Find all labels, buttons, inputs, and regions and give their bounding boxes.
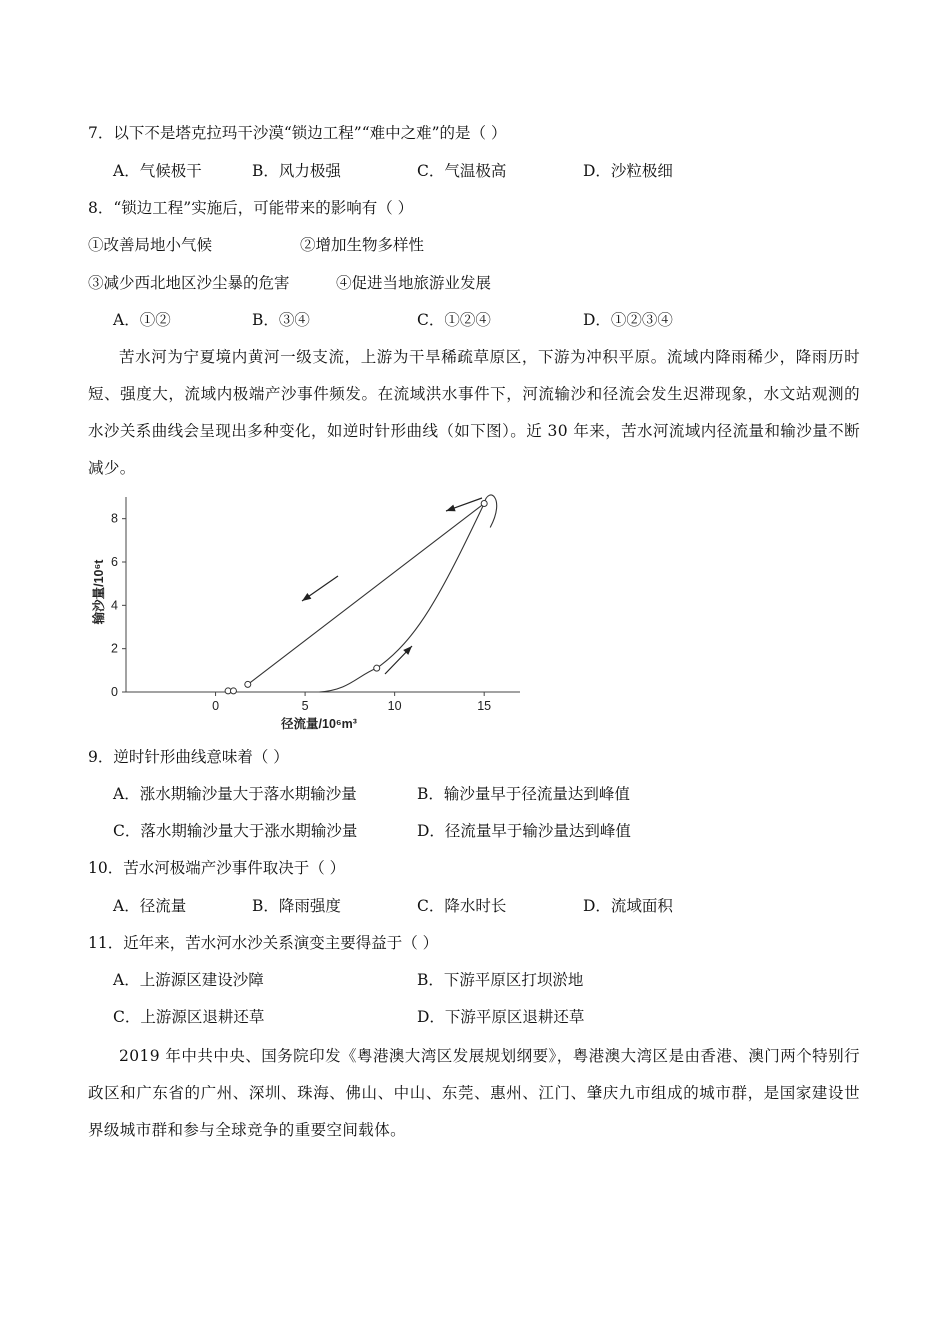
chart-y-tick-label: 4 bbox=[111, 598, 118, 613]
chart-x-tick-label: 5 bbox=[301, 699, 309, 713]
q8-item-4: ④促进当地旅游业发展 bbox=[336, 274, 492, 292]
q7-option-a: A．气候极干 bbox=[113, 162, 202, 180]
chart-point bbox=[374, 665, 380, 671]
q7-stem: 7．以下不是塔克拉玛干沙漠“锁边工程”“难中之难”的是（ ） bbox=[88, 124, 507, 142]
chart-arrow-peak-head bbox=[446, 505, 456, 512]
chart-x-tick-label: 15 bbox=[477, 699, 492, 713]
q10-option-a: A．径流量 bbox=[113, 897, 187, 915]
chart-peak-hook bbox=[484, 495, 497, 527]
q9-option-b: B．输沙量早于径流量达到峰值 bbox=[417, 785, 630, 803]
q11-option-c: C．上游源区退耕还草 bbox=[113, 1008, 265, 1026]
chart-arrow-falling-head bbox=[302, 593, 311, 601]
q8-item-1: ①改善局地小气候 bbox=[88, 236, 213, 254]
q11-option-d: D．下游平原区退耕还草 bbox=[417, 1008, 585, 1026]
q7-option-b: B．风力极强 bbox=[252, 162, 341, 180]
chart-series-rising-limb bbox=[319, 504, 484, 693]
q11-option-b: B．下游平原区打坝淤地 bbox=[417, 971, 584, 989]
chart-y-tick-label: 8 bbox=[111, 511, 118, 526]
q7-option-d: D．沙粒极细 bbox=[583, 162, 673, 180]
q8-option-b: B．③④ bbox=[252, 311, 310, 329]
q7-option-c: C．气温极高 bbox=[417, 162, 507, 180]
q8-stem: 8．“锁边工程”实施后，可能带来的影响有（ ） bbox=[88, 199, 414, 217]
chart-y-tick-label: 2 bbox=[111, 641, 118, 656]
chart-y-tick-label: 0 bbox=[111, 685, 118, 699]
passage-kushui-text: 苦水河为宁夏境内黄河一级支流，上游为干旱稀疏草原区，下游为冲积平原。流域内降雨稀少，降雨历时短、强度大，流域内极端产沙事件频发。在流域洪水事件下，河流输沙和径流会发生迟滞现象，水文站观测的水沙关系曲线会呈现出多种变化，如逆时针形曲线（如下图）。近 30 年来，苦水河流域内径流量和输沙量不断减少。 bbox=[88, 348, 860, 477]
chart-point bbox=[481, 501, 487, 507]
passage-gba bbox=[88, 1038, 860, 1149]
q9-option-c: C．落水期输沙量大于涨水期输沙量 bbox=[113, 822, 358, 840]
q11-option-a: A．上游源区建设沙障 bbox=[113, 971, 264, 989]
passage-kushui-river bbox=[88, 339, 860, 487]
sediment-runoff-chart bbox=[80, 486, 530, 736]
chart-x-tick-label: 10 bbox=[387, 699, 402, 713]
chart-point bbox=[230, 688, 236, 694]
q10-option-d: D．流域面积 bbox=[583, 897, 673, 915]
q10-option-c: C．降水时长 bbox=[417, 897, 507, 915]
q10-stem: 10．苦水河极端产沙事件取决于（ ） bbox=[88, 859, 346, 877]
chart-xlabel: 径流量/10⁶m³ bbox=[281, 717, 357, 731]
q8-option-c: C．①②④ bbox=[417, 311, 491, 329]
q10-option-b: B．降雨强度 bbox=[252, 897, 341, 915]
q9-option-d: D．径流量早于输沙量达到峰值 bbox=[417, 822, 631, 840]
chart-series-falling-limb bbox=[248, 504, 484, 685]
q11-stem: 11．近年来，苦水河水沙关系演变主要得益于（ ） bbox=[88, 934, 439, 952]
q8-option-a: A．①② bbox=[113, 311, 171, 329]
chart-ylabel: 输沙量/10⁶t bbox=[92, 559, 106, 625]
q8-item-2: ②增加生物多样性 bbox=[300, 236, 425, 254]
chart-x-tick-label: 0 bbox=[212, 699, 220, 713]
chart-point bbox=[245, 681, 251, 687]
passage-gba-text: 2019 年中共中央、国务院印发《粤港澳大湾区发展规划纲要》，粤港澳大湾区是由香港、澳门两个特别行政区和广东省的广州、深圳、珠海、佛山、中山、东莞、惠州、江门、肇庆九市组成的城市群，是国家建设世界级城市群和参与全球竞争的重要空间载体。 bbox=[88, 1047, 860, 1139]
q8-item-3: ③减少西北地区沙尘暴的危害 bbox=[88, 274, 290, 292]
q9-stem: 9．逆时针形曲线意味着（ ） bbox=[88, 748, 289, 766]
chart-y-tick-label: 6 bbox=[111, 555, 118, 569]
q8-option-d: D．①②③④ bbox=[583, 311, 673, 329]
q9-option-a: A．涨水期输沙量大于落水期输沙量 bbox=[113, 785, 357, 803]
